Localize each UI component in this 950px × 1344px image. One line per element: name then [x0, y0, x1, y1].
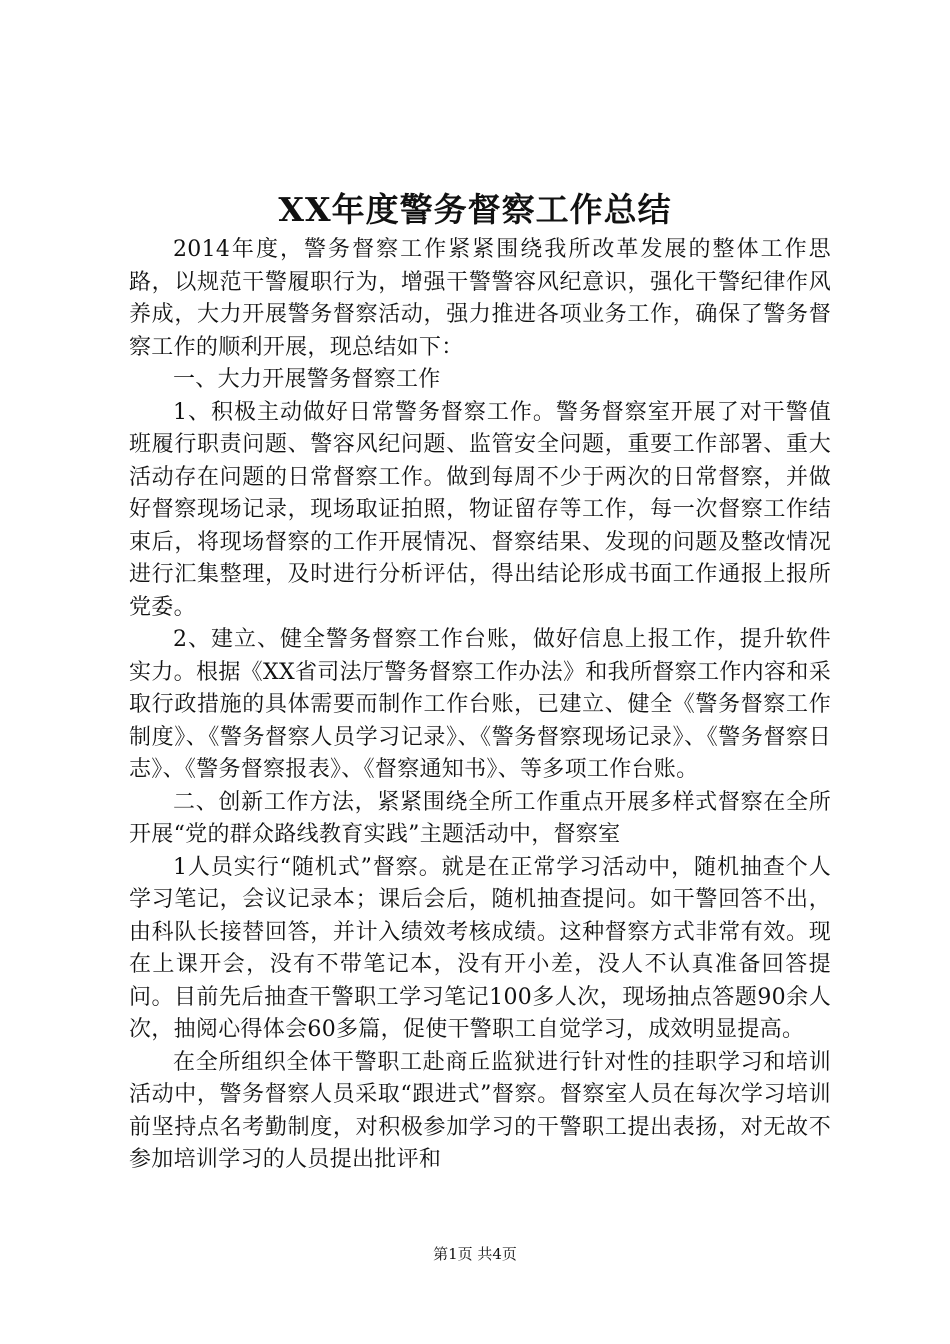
paragraph-follow-inspection: 在全所组织全体干警职工赴商丘监狱进行针对性的挂职学习和培训活动中，警务督察人员采取“跟进式”督察。督察室人员在每次学习培训前坚持点名考勤制度，对积极参加学习的干警职工提出表扬，对无故不参加培训学习的人员提出批评和: [129, 1049, 831, 1172]
paragraph-random-inspection: 1人员实行“随机式”督察。就是在正常学习活动中，随机抽查个人学习笔记，会议记录本；课后会后，随机抽查提问。如干警回答不出，由科队长接替回答，并计入绩效考核成绩。这种督察方式非常有效。现在上课开会，没有不带笔记本，没有开小差，没人不认真准备回答提问。目前先后抽查干警职工学习笔记100多人次，现场抽点答题90余人次，抽阅心得体会60多篇，促使干警职工自觉学习，成效明显提高。: [129, 854, 831, 1042]
page-number: 第1页 共4页: [433, 1245, 517, 1263]
paragraph-ledger: 2、建立、健全警务督察工作台账，做好信息上报工作，提升软件实力。根据《XX省司法厅警务督察工作办法》和我所督察工作内容和采取行政措施的具体需要而制作工作台账，已建立、健全《警务督察工作制度》、《警务督察人员学习记录》、《警务督察现场记录》、《警务督察日志》、《警务督察报表》、《督察通知书》、等多项工作台账。: [129, 627, 831, 782]
document-body: [129, 234, 831, 1177]
section-heading-1: 一、大力开展警务督察工作: [173, 367, 441, 392]
paragraph-intro: 2014年度，警务督察工作紧紧围绕我所改革发展的整体工作思路，以规范干警履职行为，增强干警警容风纪意识，强化干警纪律作风养成，大力开展警务督察活动，强力推进各项业务工作，确保了警务督察工作的顺利开展，现总结如下：: [129, 237, 831, 360]
paragraph-daily-inspection: 1、积极主动做好日常警务督察工作。警务督察室开展了对干警值班履行职责问题、警容风纪问题、监管安全问题，重要工作部署、重大活动存在问题的日常督察工作。做到每周不少于两次的日常督察，并做好督察现场记录，现场取证拍照，物证留存等工作，每一次督察工作结束后，将现场督察的工作开展情况、督察结果、发现的问题及整改情况进行汇集整理，及时进行分析评估，得出结论形成书面工作通报上报所党委。: [129, 399, 831, 620]
section-heading-2: 二、创新工作方法，紧紧围绕全所工作重点开展多样式督察在全所开展“党的群众路线教育实践”主题活动中，督察室: [129, 789, 831, 847]
document-title: XX年度警务督察工作总结: [278, 190, 672, 229]
